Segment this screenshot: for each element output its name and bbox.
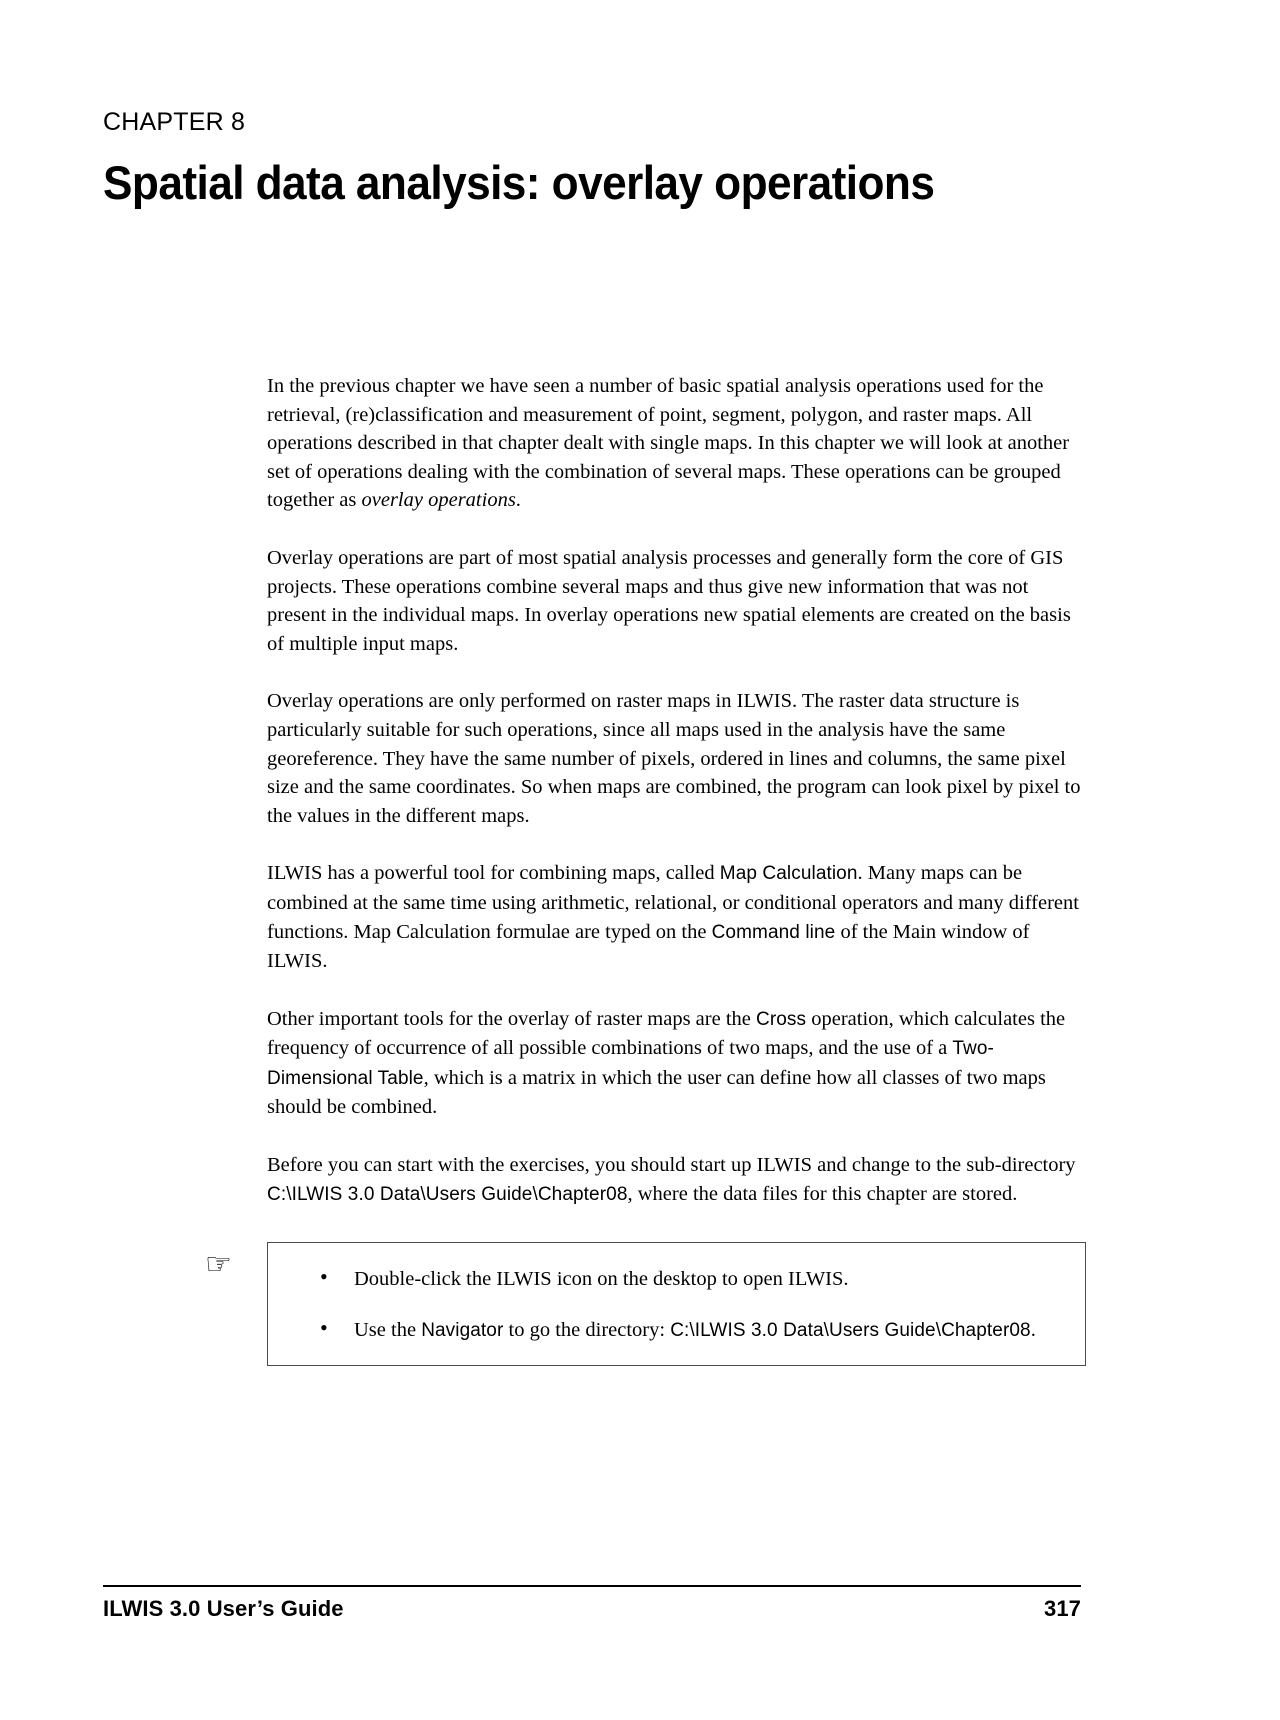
paragraph	[267, 687, 1082, 830]
pointing-hand-icon: ☞	[205, 1247, 232, 1282]
exercise-step-list	[292, 1265, 1061, 1345]
list-item	[292, 1316, 1061, 1346]
list-item	[292, 1265, 1061, 1294]
text-run: to go the directory:	[503, 1318, 671, 1341]
text-run: .	[1030, 1318, 1036, 1341]
paragraph	[267, 372, 1082, 515]
page-footer	[103, 1596, 1081, 1622]
bullet-icon: •	[320, 1264, 328, 1289]
page-number: 317	[1043, 1596, 1081, 1621]
page-title: Spatial data analysis: overlay operations	[103, 155, 935, 209]
ui-term: Command line	[711, 921, 836, 943]
paragraph	[267, 1151, 1082, 1209]
ui-term: C:\ILWIS 3.0 Data\Users Guide\Chapter08	[670, 1319, 1031, 1341]
footer-title: ILWIS 3.0 User’s Guide	[103, 1596, 344, 1621]
text-run: Overlay operations are only performed on raster maps in ILWIS. The raster data structure is particularly suitable for such operations, since all maps used in the analysis have the same georeference. They have the same number of pixels, ordered in lines and columns, the same pixel size and the same coordinates. So when maps are combined, the program can look pixel by pixel to the values in the different maps.	[267, 690, 1081, 827]
paragraph	[267, 859, 1082, 975]
ui-term: C:\ILWIS 3.0 Data\Users Guide\Chapter08	[267, 1183, 628, 1205]
ui-term: Map Calculation	[719, 863, 858, 885]
text-run: operation, which calculates the frequency of occurrence of all possible combinations of two maps, and the use of a	[267, 1007, 1066, 1060]
ui-term: Cross	[756, 1008, 807, 1030]
text-run: Other important tools for the overlay of raster maps are the	[267, 1007, 756, 1030]
text-run: In the previous chapter we have seen a number of basic spatial analysis operations used for the retrieval, (re)classification and measurement of point, segment, polygon, and raster maps. All operations described in that chapter dealt with single maps. In this chapter we will look at another set of operations dealing with the combination of several maps. These operations can be grouped together as	[267, 375, 1070, 512]
text-run: .	[515, 489, 521, 512]
text-run: ILWIS has a powerful tool for combining maps, called	[267, 862, 720, 885]
emphasis-term: overlay operations	[361, 489, 516, 512]
footer-divider	[103, 1585, 1081, 1587]
text-run: of the Main window of ILWIS.	[267, 920, 1030, 973]
text-run: , which is a matrix in which the user can define how all classes of two maps should be combined.	[267, 1066, 1046, 1119]
step-text	[354, 1268, 849, 1290]
bullet-icon: •	[320, 1314, 328, 1340]
text-run: . Many maps can be combined at the same time using arithmetic, relational, or conditional operators and many different functions. Map Calculation formulae are typed on the	[267, 862, 1079, 943]
ui-term: Navigator	[421, 1319, 504, 1341]
chapter-heading-block	[103, 108, 1003, 241]
paragraph	[267, 1005, 1082, 1122]
text-run: Double-click the ILWIS icon on the desktop to open ILWIS.	[354, 1268, 849, 1290]
paragraph	[267, 544, 1082, 658]
exercise-box	[267, 1242, 1086, 1366]
text-run: Overlay operations are part of most spatial analysis processes and generally form the core of GIS projects. These operations combine several maps and thus give new information that was not present in the individual maps. In overlay operations new spatial elements are created on the basis of multiple input maps.	[267, 546, 1071, 655]
text-run: Use the	[354, 1318, 422, 1341]
text-run: , where the data files for this chapter are stored.	[627, 1182, 1018, 1205]
ui-term: Two-Dimensional Table	[267, 1038, 994, 1089]
step-text	[354, 1319, 1036, 1341]
body-text-column	[267, 372, 1082, 1209]
chapter-label: CHAPTER 8	[103, 108, 246, 136]
text-run: Before you can start with the exercises, you should start up ILWIS and change to the sub-directory	[267, 1154, 1076, 1177]
